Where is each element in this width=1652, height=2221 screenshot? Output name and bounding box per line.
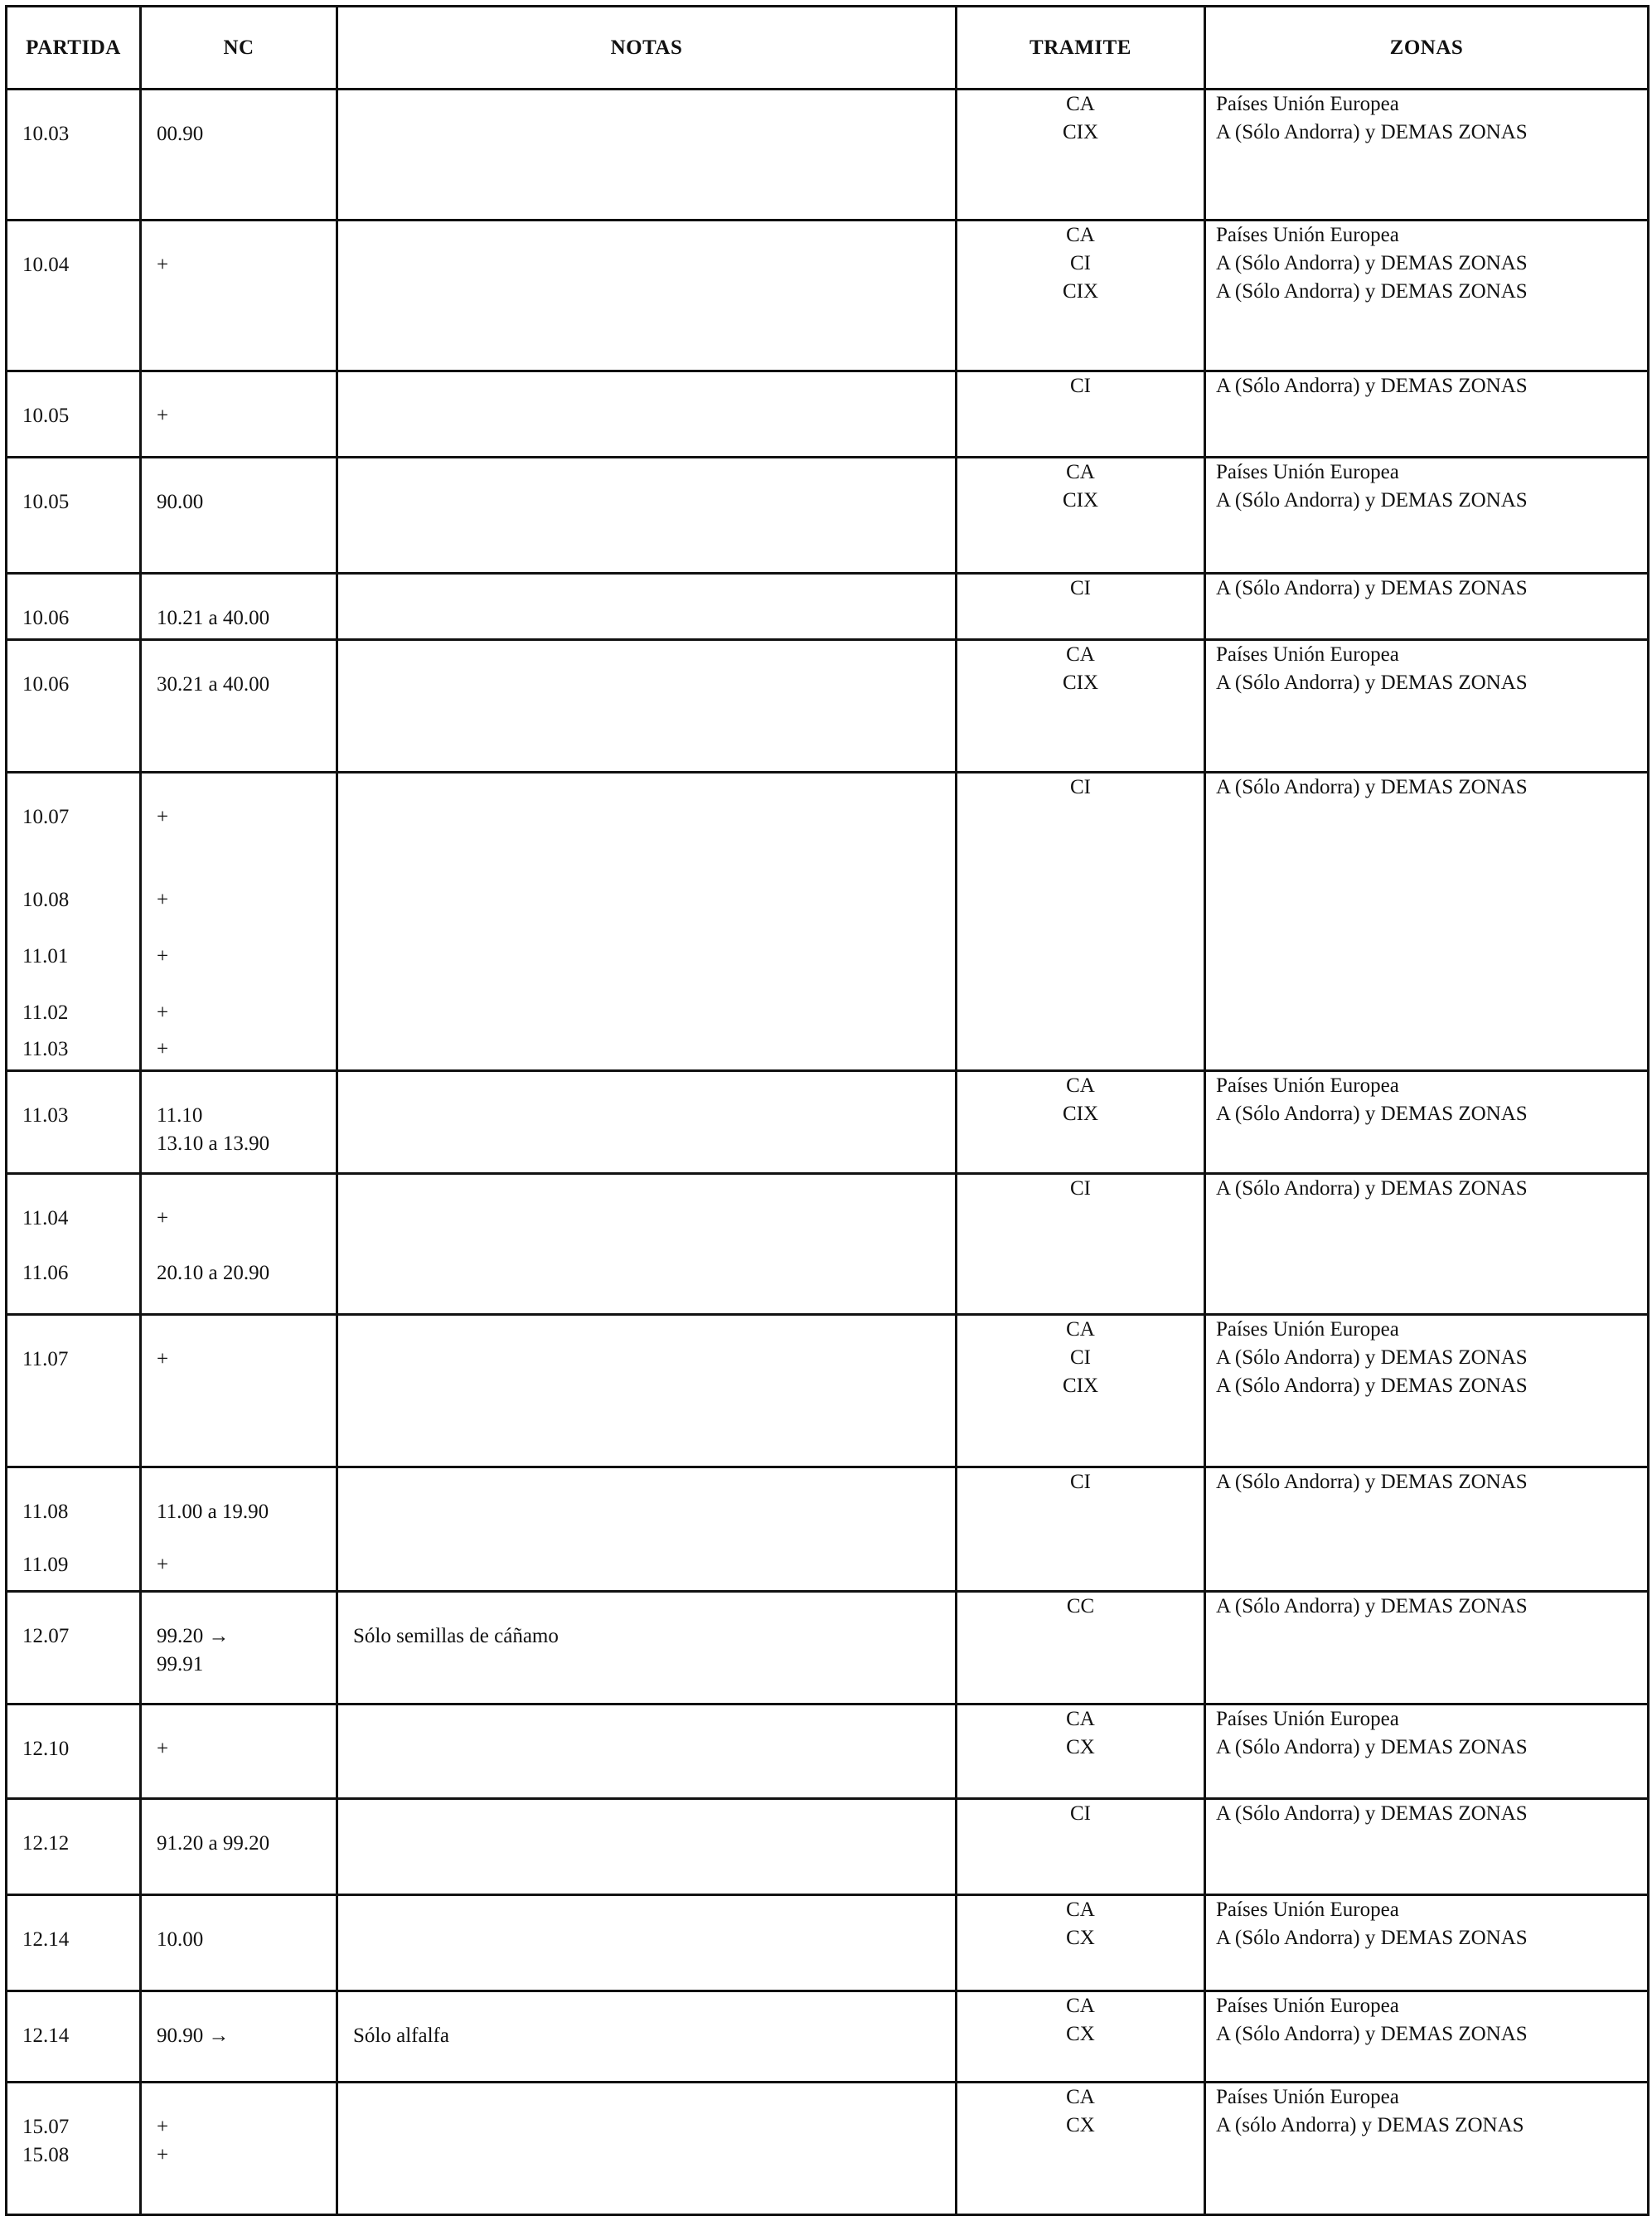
tramite-line: CI xyxy=(1070,1346,1091,1369)
cell-tramite xyxy=(957,1315,1205,1467)
cell-nc xyxy=(141,1799,337,1895)
header-partida: PARTIDA xyxy=(7,7,141,90)
cell-tramite xyxy=(957,371,1205,458)
zonas-line: A (Sólo Andorra) y DEMAS ZONAS xyxy=(1216,577,1528,599)
zonas-line: Países Unión Europea xyxy=(1216,93,1399,115)
tramite-line: CA xyxy=(1066,2086,1095,2108)
tramite-line: CX xyxy=(1066,2023,1095,2045)
table-row xyxy=(7,574,1649,640)
nc-line: 91.20 a 99.20 xyxy=(157,1832,270,1855)
header-row xyxy=(7,7,1649,90)
cell-nc xyxy=(141,371,337,458)
tramite-line: CA xyxy=(1066,1708,1095,1730)
cell-nc xyxy=(141,90,337,221)
cell-notas xyxy=(337,1071,957,1174)
zonas-line: A (Sólo Andorra) y DEMAS ZONAS xyxy=(1216,1177,1528,1200)
cell-partida xyxy=(7,221,141,371)
cell-notas xyxy=(337,90,957,221)
tramite-line: CI xyxy=(1070,375,1091,397)
cell-zonas xyxy=(1205,574,1649,640)
cell-partida xyxy=(7,640,141,773)
notas-text xyxy=(353,251,955,279)
cell-partida xyxy=(7,371,141,458)
cell-notas xyxy=(337,773,957,1071)
zonas-line: A (Sólo Andorra) y DEMAS ZONAS xyxy=(1216,1802,1528,1825)
zonas-line: Países Unión Europea xyxy=(1216,1899,1399,1921)
cell-zonas xyxy=(1205,1799,1649,1895)
cell-tramite xyxy=(957,1071,1205,1174)
zonas-line: A (Sólo Andorra) y DEMAS ZONAS xyxy=(1216,1375,1528,1397)
zonas-line: A (Sólo Andorra) y DEMAS ZONAS xyxy=(1216,672,1528,694)
cell-notas xyxy=(337,1592,957,1705)
header-notas: NOTAS xyxy=(337,7,957,90)
partida-line: 12.12 xyxy=(22,1832,70,1855)
cell-tramite xyxy=(957,1592,1205,1705)
cell-nc xyxy=(141,1315,337,1467)
partida-line: 11.04 xyxy=(22,1207,69,1229)
cell-nc xyxy=(141,1174,337,1315)
nc-line: + xyxy=(157,1348,169,1370)
tramite-line: CIX xyxy=(1062,121,1099,143)
nc-line: 10.00 xyxy=(157,1928,204,1951)
tramite-line: CIX xyxy=(1062,672,1099,694)
table-row xyxy=(7,773,1649,1071)
nc-line: + xyxy=(157,1038,169,1060)
tariff-table xyxy=(5,5,1650,2216)
cell-zonas xyxy=(1205,1895,1649,1991)
cell-nc xyxy=(141,1705,337,1799)
nc-line: + xyxy=(157,806,169,828)
notas-text xyxy=(353,671,955,699)
zonas-line: A (Sólo Andorra) y DEMAS ZONAS xyxy=(1216,1346,1528,1369)
tramite-line: CX xyxy=(1066,1927,1095,1949)
nc-line: 11.10 xyxy=(157,1104,203,1127)
nc-line: 13.10 a 13.90 xyxy=(157,1132,270,1155)
cell-zonas xyxy=(1205,1592,1649,1705)
tramite-line: CI xyxy=(1070,252,1091,274)
nc-line: 30.21 a 40.00 xyxy=(157,673,270,696)
table-row xyxy=(7,640,1649,773)
notas-text xyxy=(353,1205,955,1233)
table-row xyxy=(7,2083,1649,2215)
cell-notas xyxy=(337,371,957,458)
cell-partida xyxy=(7,1705,141,1799)
partida-line: 12.14 xyxy=(22,2025,70,2047)
notas-text xyxy=(353,1735,955,1763)
notas-text xyxy=(353,120,955,148)
table-row xyxy=(7,1174,1649,1315)
partida-line: 10.05 xyxy=(22,491,70,513)
cell-zonas xyxy=(1205,90,1649,221)
tramite-line: CA xyxy=(1066,1074,1095,1097)
notas-text xyxy=(353,488,955,516)
notas-text xyxy=(353,1926,955,1954)
zonas-line: A (Sólo Andorra) y DEMAS ZONAS xyxy=(1216,776,1528,798)
cell-zonas xyxy=(1205,1071,1649,1174)
cell-tramite xyxy=(957,1174,1205,1315)
cell-partida xyxy=(7,1174,141,1315)
tramite-line: CIX xyxy=(1062,280,1099,303)
zonas-line: A (Sólo Andorra) y DEMAS ZONAS xyxy=(1216,1103,1528,1125)
partida-line: 11.09 xyxy=(22,1554,69,1576)
zonas-line: A (Sólo Andorra) y DEMAS ZONAS xyxy=(1216,121,1528,143)
cell-nc xyxy=(141,773,337,1071)
cell-tramite xyxy=(957,574,1205,640)
partida-line: 11.02 xyxy=(22,1001,69,1024)
tramite-line: CIX xyxy=(1062,1103,1099,1125)
table-row xyxy=(7,1705,1649,1799)
cell-tramite xyxy=(957,221,1205,371)
table-row xyxy=(7,1895,1649,1991)
partida-line: 10.04 xyxy=(22,254,70,276)
cell-notas xyxy=(337,1315,957,1467)
cell-zonas xyxy=(1205,1705,1649,1799)
partida-line: 15.08 xyxy=(22,2144,70,2166)
cell-notas xyxy=(337,221,957,371)
cell-partida xyxy=(7,1467,141,1592)
tramite-line: CA xyxy=(1066,93,1095,115)
nc-line: 10.21 a 40.00 xyxy=(157,607,270,629)
notas-text xyxy=(353,1498,955,1526)
notas-text xyxy=(353,1830,955,1858)
cell-zonas xyxy=(1205,371,1649,458)
nc-line: 20.10 a 20.90 xyxy=(157,1262,270,1284)
cell-zonas xyxy=(1205,2083,1649,2215)
tramite-line: CI xyxy=(1070,1802,1091,1825)
tramite-line: CA xyxy=(1066,1995,1095,2017)
zonas-line: Países Unión Europea xyxy=(1216,1708,1399,1730)
notas-text xyxy=(353,1102,955,1130)
zonas-line: A (Sólo Andorra) y DEMAS ZONAS xyxy=(1216,1736,1528,1758)
partida-line: 12.07 xyxy=(22,1625,70,1647)
header-tramite: TRAMITE xyxy=(957,7,1205,90)
cell-nc xyxy=(141,2083,337,2215)
cell-zonas xyxy=(1205,640,1649,773)
cell-notas xyxy=(337,1467,957,1592)
table-row xyxy=(7,1991,1649,2083)
cell-nc xyxy=(141,640,337,773)
notas-text xyxy=(353,803,955,832)
cell-partida xyxy=(7,90,141,221)
cell-tramite xyxy=(957,458,1205,574)
cell-nc xyxy=(141,1895,337,1991)
cell-tramite xyxy=(957,1705,1205,1799)
cell-nc xyxy=(141,458,337,574)
partida-line: 11.03 xyxy=(22,1104,69,1127)
cell-nc xyxy=(141,1071,337,1174)
cell-nc xyxy=(141,1592,337,1705)
cell-partida xyxy=(7,1592,141,1705)
cell-partida xyxy=(7,2083,141,2215)
cell-tramite xyxy=(957,1991,1205,2083)
cell-tramite xyxy=(957,640,1205,773)
cell-nc xyxy=(141,1467,337,1592)
tramite-line: CI xyxy=(1070,1177,1091,1200)
cell-zonas xyxy=(1205,1315,1649,1467)
cell-notas xyxy=(337,1895,957,1991)
tramite-line: CX xyxy=(1066,2114,1095,2136)
cell-zonas xyxy=(1205,221,1649,371)
nc-line: 00.90 xyxy=(157,123,204,145)
nc-line: + xyxy=(157,2116,169,2138)
zonas-line: Países Unión Europea xyxy=(1216,1074,1399,1097)
nc-line: 90.90 → xyxy=(157,2025,230,2047)
tramite-line: CI xyxy=(1070,1471,1091,1493)
zonas-line: A (Sólo Andorra) y DEMAS ZONAS xyxy=(1216,280,1528,303)
cell-partida xyxy=(7,1991,141,2083)
nc-line: 99.20 → xyxy=(157,1625,230,1647)
zonas-line: Países Unión Europea xyxy=(1216,1995,1399,2017)
nc-line: 11.00 a 19.90 xyxy=(157,1501,269,1523)
table-row xyxy=(7,1467,1649,1592)
partida-line: 11.01 xyxy=(22,945,69,967)
tramite-line: CX xyxy=(1066,1736,1095,1758)
cell-tramite xyxy=(957,1799,1205,1895)
cell-partida xyxy=(7,1071,141,1174)
header-nc: NC xyxy=(141,7,337,90)
tramite-line: CI xyxy=(1070,577,1091,599)
zonas-line: Países Unión Europea xyxy=(1216,1318,1399,1341)
tramite-line: CA xyxy=(1066,643,1095,666)
nc-line: + xyxy=(157,405,169,427)
cell-tramite xyxy=(957,2083,1205,2215)
partida-line: 12.10 xyxy=(22,1738,70,1760)
partida-line: 10.05 xyxy=(22,405,70,427)
nc-line: + xyxy=(157,945,169,967)
cell-zonas xyxy=(1205,1174,1649,1315)
cell-tramite xyxy=(957,90,1205,221)
partida-line: 10.03 xyxy=(22,123,70,145)
tramite-line: CA xyxy=(1066,224,1095,246)
cell-zonas xyxy=(1205,1991,1649,2083)
nc-line: + xyxy=(157,1207,169,1229)
table-row xyxy=(7,221,1649,371)
cell-nc xyxy=(141,1991,337,2083)
cell-tramite xyxy=(957,1895,1205,1991)
notas-text xyxy=(353,604,955,633)
cell-notas xyxy=(337,458,957,574)
table-row xyxy=(7,458,1649,574)
cell-notas xyxy=(337,574,957,640)
cell-notas xyxy=(337,1799,957,1895)
notas-text xyxy=(353,402,955,430)
cell-partida xyxy=(7,1315,141,1467)
nc-line: + xyxy=(157,889,169,911)
zonas-line: A (Sólo Andorra) y DEMAS ZONAS xyxy=(1216,252,1528,274)
table-row xyxy=(7,1592,1649,1705)
partida-line: 15.07 xyxy=(22,2116,70,2138)
cell-zonas xyxy=(1205,1467,1649,1592)
cell-zonas xyxy=(1205,773,1649,1071)
cell-partida xyxy=(7,574,141,640)
tramite-line: CA xyxy=(1066,461,1095,483)
zonas-line: A (sólo Andorra) y DEMAS ZONAS xyxy=(1216,2114,1524,2136)
zonas-line: Países Unión Europea xyxy=(1216,224,1399,246)
tramite-line: CC xyxy=(1066,1595,1095,1617)
nc-line: + xyxy=(157,1554,169,1576)
partida-line: 11.07 xyxy=(22,1348,69,1370)
table-body xyxy=(7,90,1649,2215)
partida-line: 10.07 xyxy=(22,806,70,828)
zonas-line: Países Unión Europea xyxy=(1216,643,1399,666)
tramite-line: CIX xyxy=(1062,1375,1099,1397)
cell-nc xyxy=(141,221,337,371)
cell-partida xyxy=(7,1895,141,1991)
cell-tramite xyxy=(957,773,1205,1071)
nc-line: + xyxy=(157,1738,169,1760)
cell-notas xyxy=(337,1705,957,1799)
notas-text: Sólo alfalfa xyxy=(353,2025,449,2047)
table-row xyxy=(7,1799,1649,1895)
zonas-line: A (Sólo Andorra) y DEMAS ZONAS xyxy=(1216,1471,1528,1493)
table-row xyxy=(7,1071,1649,1174)
cell-notas xyxy=(337,1174,957,1315)
zonas-line: Países Unión Europea xyxy=(1216,461,1399,483)
partida-line: 11.08 xyxy=(22,1501,69,1523)
zonas-line: A (Sólo Andorra) y DEMAS ZONAS xyxy=(1216,2023,1528,2045)
table-row xyxy=(7,90,1649,221)
tramite-line: CA xyxy=(1066,1899,1095,1921)
partida-line: 10.08 xyxy=(22,889,70,911)
cell-notas xyxy=(337,640,957,773)
cell-partida xyxy=(7,458,141,574)
table-row xyxy=(7,1315,1649,1467)
nc-line: 90.00 xyxy=(157,491,204,513)
cell-notas xyxy=(337,2083,957,2215)
cell-partida xyxy=(7,1799,141,1895)
partida-line: 10.06 xyxy=(22,673,70,696)
tramite-line: CIX xyxy=(1062,489,1099,512)
cell-nc xyxy=(141,574,337,640)
partida-line: 11.03 xyxy=(22,1038,69,1060)
nc-line: + xyxy=(157,1001,169,1024)
zonas-line: A (Sólo Andorra) y DEMAS ZONAS xyxy=(1216,489,1528,512)
partida-line: 11.06 xyxy=(22,1262,69,1284)
cell-notas xyxy=(337,1991,957,2083)
nc-line: 99.91 xyxy=(157,1653,204,1675)
zonas-line: Países Unión Europea xyxy=(1216,2086,1399,2108)
cell-zonas xyxy=(1205,458,1649,574)
header-zonas: ZONAS xyxy=(1205,7,1649,90)
notas-text xyxy=(353,2113,955,2141)
table-row xyxy=(7,371,1649,458)
zonas-line: A (Sólo Andorra) y DEMAS ZONAS xyxy=(1216,1595,1528,1617)
tramite-line: CA xyxy=(1066,1318,1095,1341)
partida-line: 10.06 xyxy=(22,607,70,629)
zonas-line: A (Sólo Andorra) y DEMAS ZONAS xyxy=(1216,375,1528,397)
nc-line: + xyxy=(157,254,169,276)
tramite-line: CI xyxy=(1070,776,1091,798)
cell-tramite xyxy=(957,1467,1205,1592)
zonas-line: A (Sólo Andorra) y DEMAS ZONAS xyxy=(1216,1927,1528,1949)
notas-text xyxy=(353,1346,955,1374)
notas-text: Sólo semillas de cáñamo xyxy=(353,1625,559,1647)
cell-partida xyxy=(7,773,141,1071)
partida-line: 12.14 xyxy=(22,1928,70,1951)
nc-line: + xyxy=(157,2144,169,2166)
